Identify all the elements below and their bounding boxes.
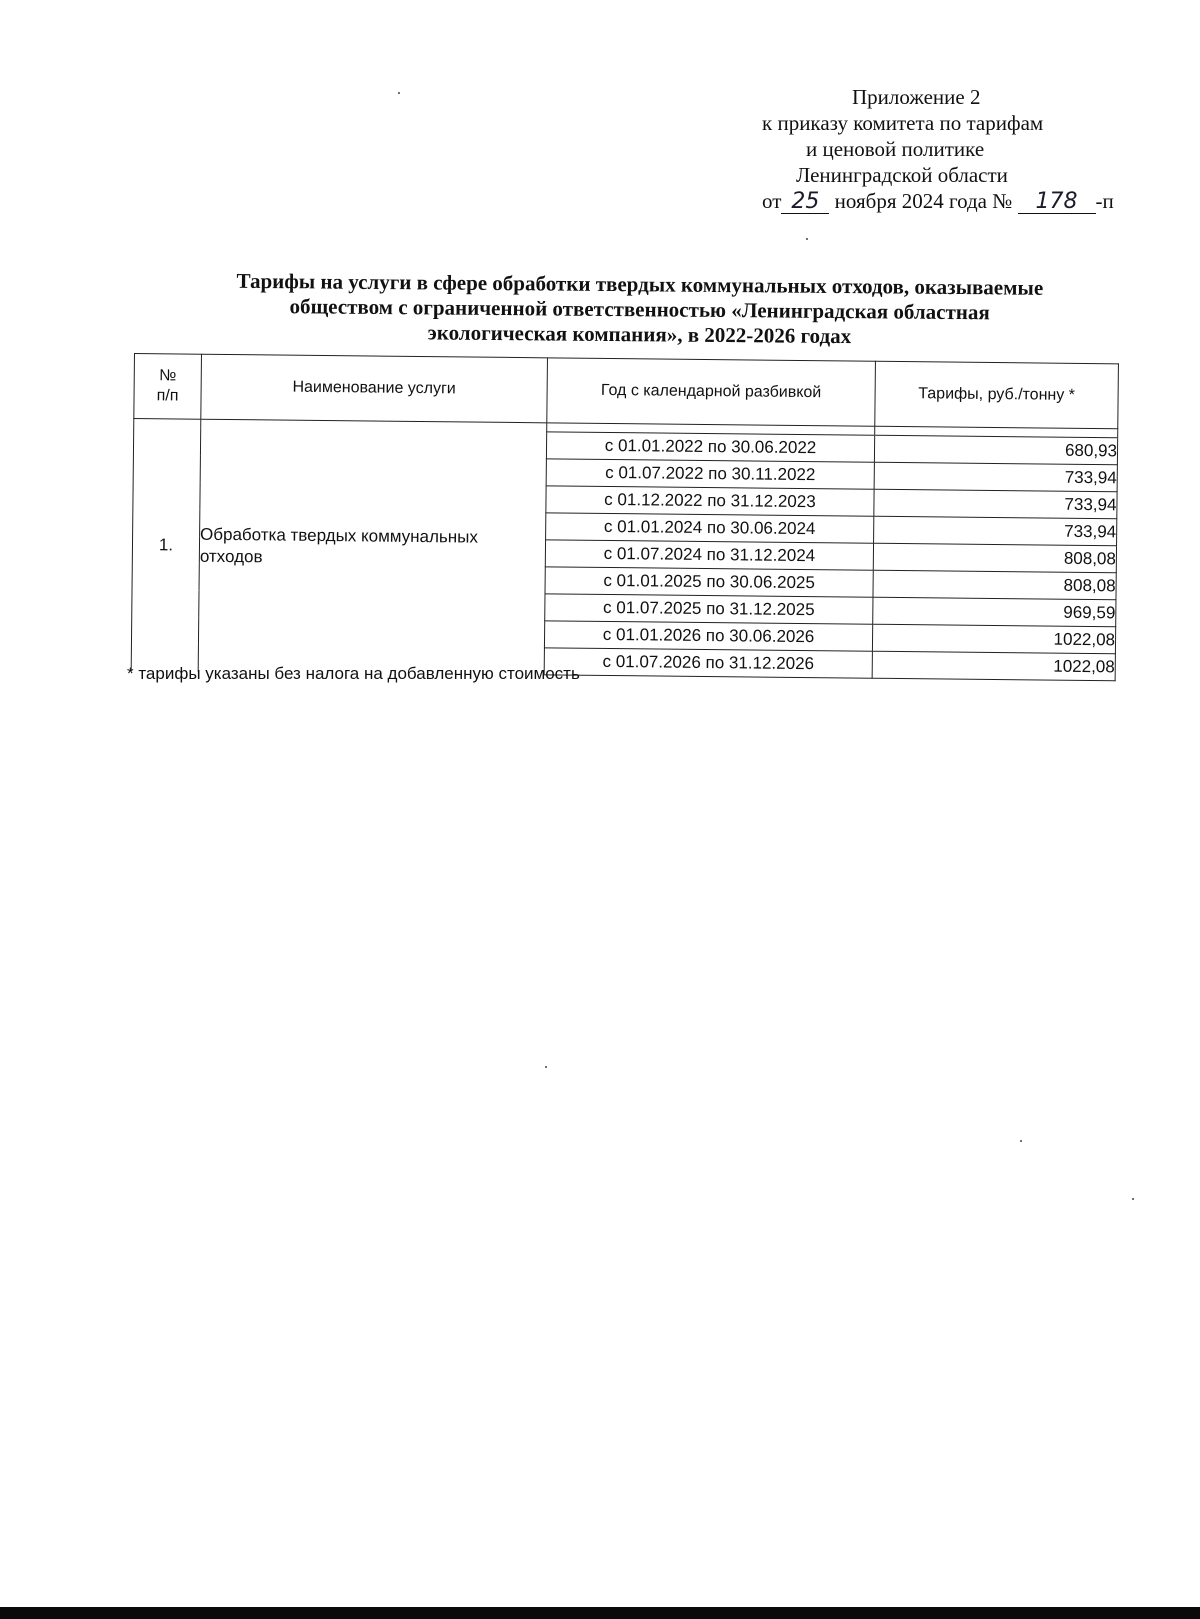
period-cell: с 01.07.2025 по 31.12.2025 bbox=[545, 594, 873, 624]
tariff-cell: 1022,08 bbox=[872, 651, 1115, 681]
table-header-row bbox=[134, 354, 1119, 429]
service-name: Обработка твердых коммунальных отходов bbox=[198, 419, 547, 675]
period-cell: с 01.01.2024 по 30.06.2024 bbox=[546, 513, 874, 543]
scan-speck bbox=[398, 92, 400, 94]
appendix-number: Приложение 2 bbox=[852, 85, 981, 109]
period-cell: с 01.01.2026 по 30.06.2026 bbox=[544, 621, 872, 651]
tariff-cell: 733,94 bbox=[874, 516, 1117, 546]
tariff-cell: 1022,08 bbox=[872, 624, 1115, 654]
tariff-cell: 733,94 bbox=[874, 462, 1117, 492]
tariff-cell: 808,08 bbox=[873, 543, 1116, 573]
header-period: Год с календарной разбивкой bbox=[547, 358, 876, 426]
tariff-cell: 733,94 bbox=[874, 489, 1117, 519]
header-tariff: Тарифы, руб./тонну * bbox=[875, 361, 1119, 429]
title-line-3: экологическая компания», в 2022-2026 годах bbox=[427, 320, 852, 349]
date-prefix: от bbox=[762, 189, 782, 213]
handwritten-day: 25 bbox=[781, 191, 829, 214]
period-cell: с 01.12.2022 по 31.12.2023 bbox=[546, 486, 874, 516]
title-line-1: Тарифы на услуги в сфере обработки твердых коммунальных отходов, оказываемые bbox=[236, 268, 1044, 300]
header-num-label: п/п bbox=[156, 387, 179, 405]
footnote: * тарифы указаны без налога на добавленную стоимость bbox=[127, 664, 580, 683]
appendix-region: Ленинградской области bbox=[796, 163, 1008, 187]
appendix-order-ref: к приказу комитета по тарифам bbox=[762, 111, 1044, 135]
title-line-2: обществом с ограниченной ответственностью «Ленинградская областная bbox=[289, 294, 990, 325]
period-cell: с 01.07.2024 по 31.12.2024 bbox=[545, 540, 873, 570]
document-title bbox=[149, 268, 1130, 352]
order-suffix: -п bbox=[1095, 189, 1114, 213]
handwritten-order-number: 178 bbox=[1018, 191, 1096, 214]
scan-speck bbox=[545, 1066, 547, 1068]
appendix-date-line bbox=[740, 188, 1170, 214]
tariff-table-wrapper bbox=[131, 353, 1119, 681]
tariff-cell: 680,93 bbox=[874, 435, 1117, 465]
row-number: 1. bbox=[131, 419, 201, 672]
appendix-policy: и ценовой политике bbox=[806, 137, 985, 161]
tariff-table bbox=[131, 353, 1119, 681]
tariff-cell: 808,08 bbox=[873, 570, 1116, 600]
header-service: Наименование услуги bbox=[201, 354, 548, 423]
appendix-header bbox=[740, 84, 1170, 214]
table-body bbox=[131, 419, 1118, 681]
header-num bbox=[134, 354, 202, 420]
period-cell: с 01.01.2025 по 30.06.2025 bbox=[545, 567, 873, 597]
date-mid: ноября 2024 года № bbox=[834, 189, 1013, 213]
header-num-symbol: № bbox=[159, 367, 177, 385]
scan-edge-bar bbox=[0, 1607, 1200, 1619]
scan-speck bbox=[806, 238, 808, 240]
period-cell: с 01.07.2026 по 31.12.2026 bbox=[544, 648, 872, 678]
scan-speck bbox=[1020, 1140, 1022, 1142]
tariff-cell: 969,59 bbox=[873, 597, 1116, 627]
period-cell: с 01.07.2022 по 30.11.2022 bbox=[546, 459, 874, 489]
scan-speck bbox=[1132, 1198, 1134, 1200]
period-cell: с 01.01.2022 по 30.06.2022 bbox=[546, 432, 874, 462]
